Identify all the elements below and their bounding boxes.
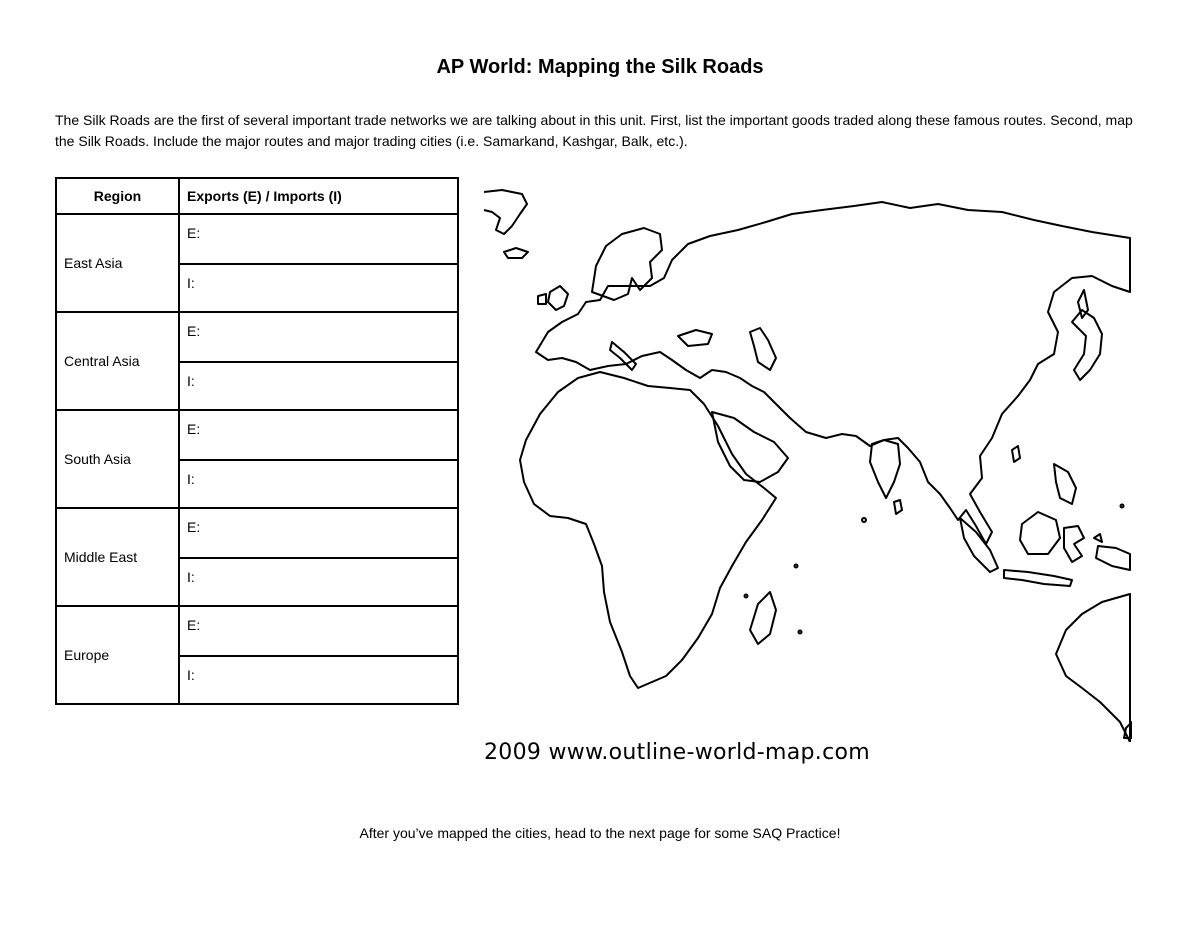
- table-header-row: [56, 178, 458, 214]
- exports-cell[interactable]: E:: [179, 312, 458, 362]
- taiwan-outline: [1012, 446, 1020, 462]
- philippines-outline: [1054, 464, 1076, 504]
- table-row: [56, 606, 458, 656]
- exports-cell[interactable]: E:: [179, 214, 458, 264]
- table-row: [56, 410, 458, 460]
- exports-imports-column-header: Exports (E) / Imports (I): [179, 178, 458, 214]
- new-guinea-outline: [1096, 546, 1130, 570]
- greenland-outline: [484, 190, 527, 234]
- iceland-outline: [504, 248, 528, 258]
- table-row: [56, 214, 458, 264]
- arabia-outline: [712, 412, 788, 482]
- sulawesi-outline: [1064, 526, 1084, 562]
- region-label: Middle East: [56, 508, 179, 606]
- imports-cell[interactable]: I:: [179, 656, 458, 704]
- footer-note: After you’ve mapped the cities, head to the next page for some SAQ Practice!: [359, 825, 841, 841]
- region-label: Central Asia: [56, 312, 179, 410]
- map-outline-svg: [482, 182, 1132, 742]
- borneo-outline: [1020, 512, 1060, 554]
- java-outline: [1004, 570, 1072, 586]
- region-label: Europe: [56, 606, 179, 704]
- island-marker: [862, 518, 866, 522]
- island-marker: [1121, 505, 1124, 508]
- britain-outline: [548, 286, 568, 310]
- exports-cell[interactable]: E:: [179, 606, 458, 656]
- exports-cell[interactable]: E:: [179, 508, 458, 558]
- island-marker: [799, 631, 802, 634]
- imports-cell[interactable]: I:: [179, 362, 458, 410]
- caspian-outline: [750, 328, 776, 370]
- exports-cell[interactable]: E:: [179, 410, 458, 460]
- madagascar-outline: [750, 592, 776, 644]
- table-row: [56, 508, 458, 558]
- eurasia-outline: [536, 202, 1130, 544]
- imports-cell[interactable]: I:: [179, 264, 458, 312]
- black-sea-outline: [678, 330, 712, 346]
- trade-goods-table: [55, 177, 459, 705]
- region-label: South Asia: [56, 410, 179, 508]
- sumatra-outline: [960, 518, 998, 572]
- imports-cell[interactable]: I:: [179, 460, 458, 508]
- region-label: East Asia: [56, 214, 179, 312]
- island-marker: [745, 595, 748, 598]
- ireland-outline: [538, 294, 546, 304]
- table-row: [56, 312, 458, 362]
- sri-lanka-outline: [894, 500, 902, 514]
- island-marker: [795, 565, 798, 568]
- island-outline: [1094, 534, 1102, 542]
- australia-outline: [1056, 594, 1130, 742]
- instructions-paragraph: The Silk Roads are the first of several important trade networks we are talking about in this unit. First, list the important goods traded along these famous routes. Second, map the Silk Roads. Include the major routes and major trading cities (i.e. Samarkand, Kashgar, Balk, etc.).: [55, 112, 1133, 149]
- page-title: AP World: Mapping the Silk Roads: [436, 56, 764, 78]
- imports-cell[interactable]: I:: [179, 558, 458, 606]
- scandinavia-outline: [592, 228, 662, 300]
- outline-world-map: [482, 182, 1132, 742]
- map-credit: 2009 www.outline-world-map.com: [484, 740, 870, 765]
- india-outline: [870, 440, 900, 498]
- region-column-header: Region: [56, 178, 179, 214]
- japan-outline: [1072, 310, 1102, 380]
